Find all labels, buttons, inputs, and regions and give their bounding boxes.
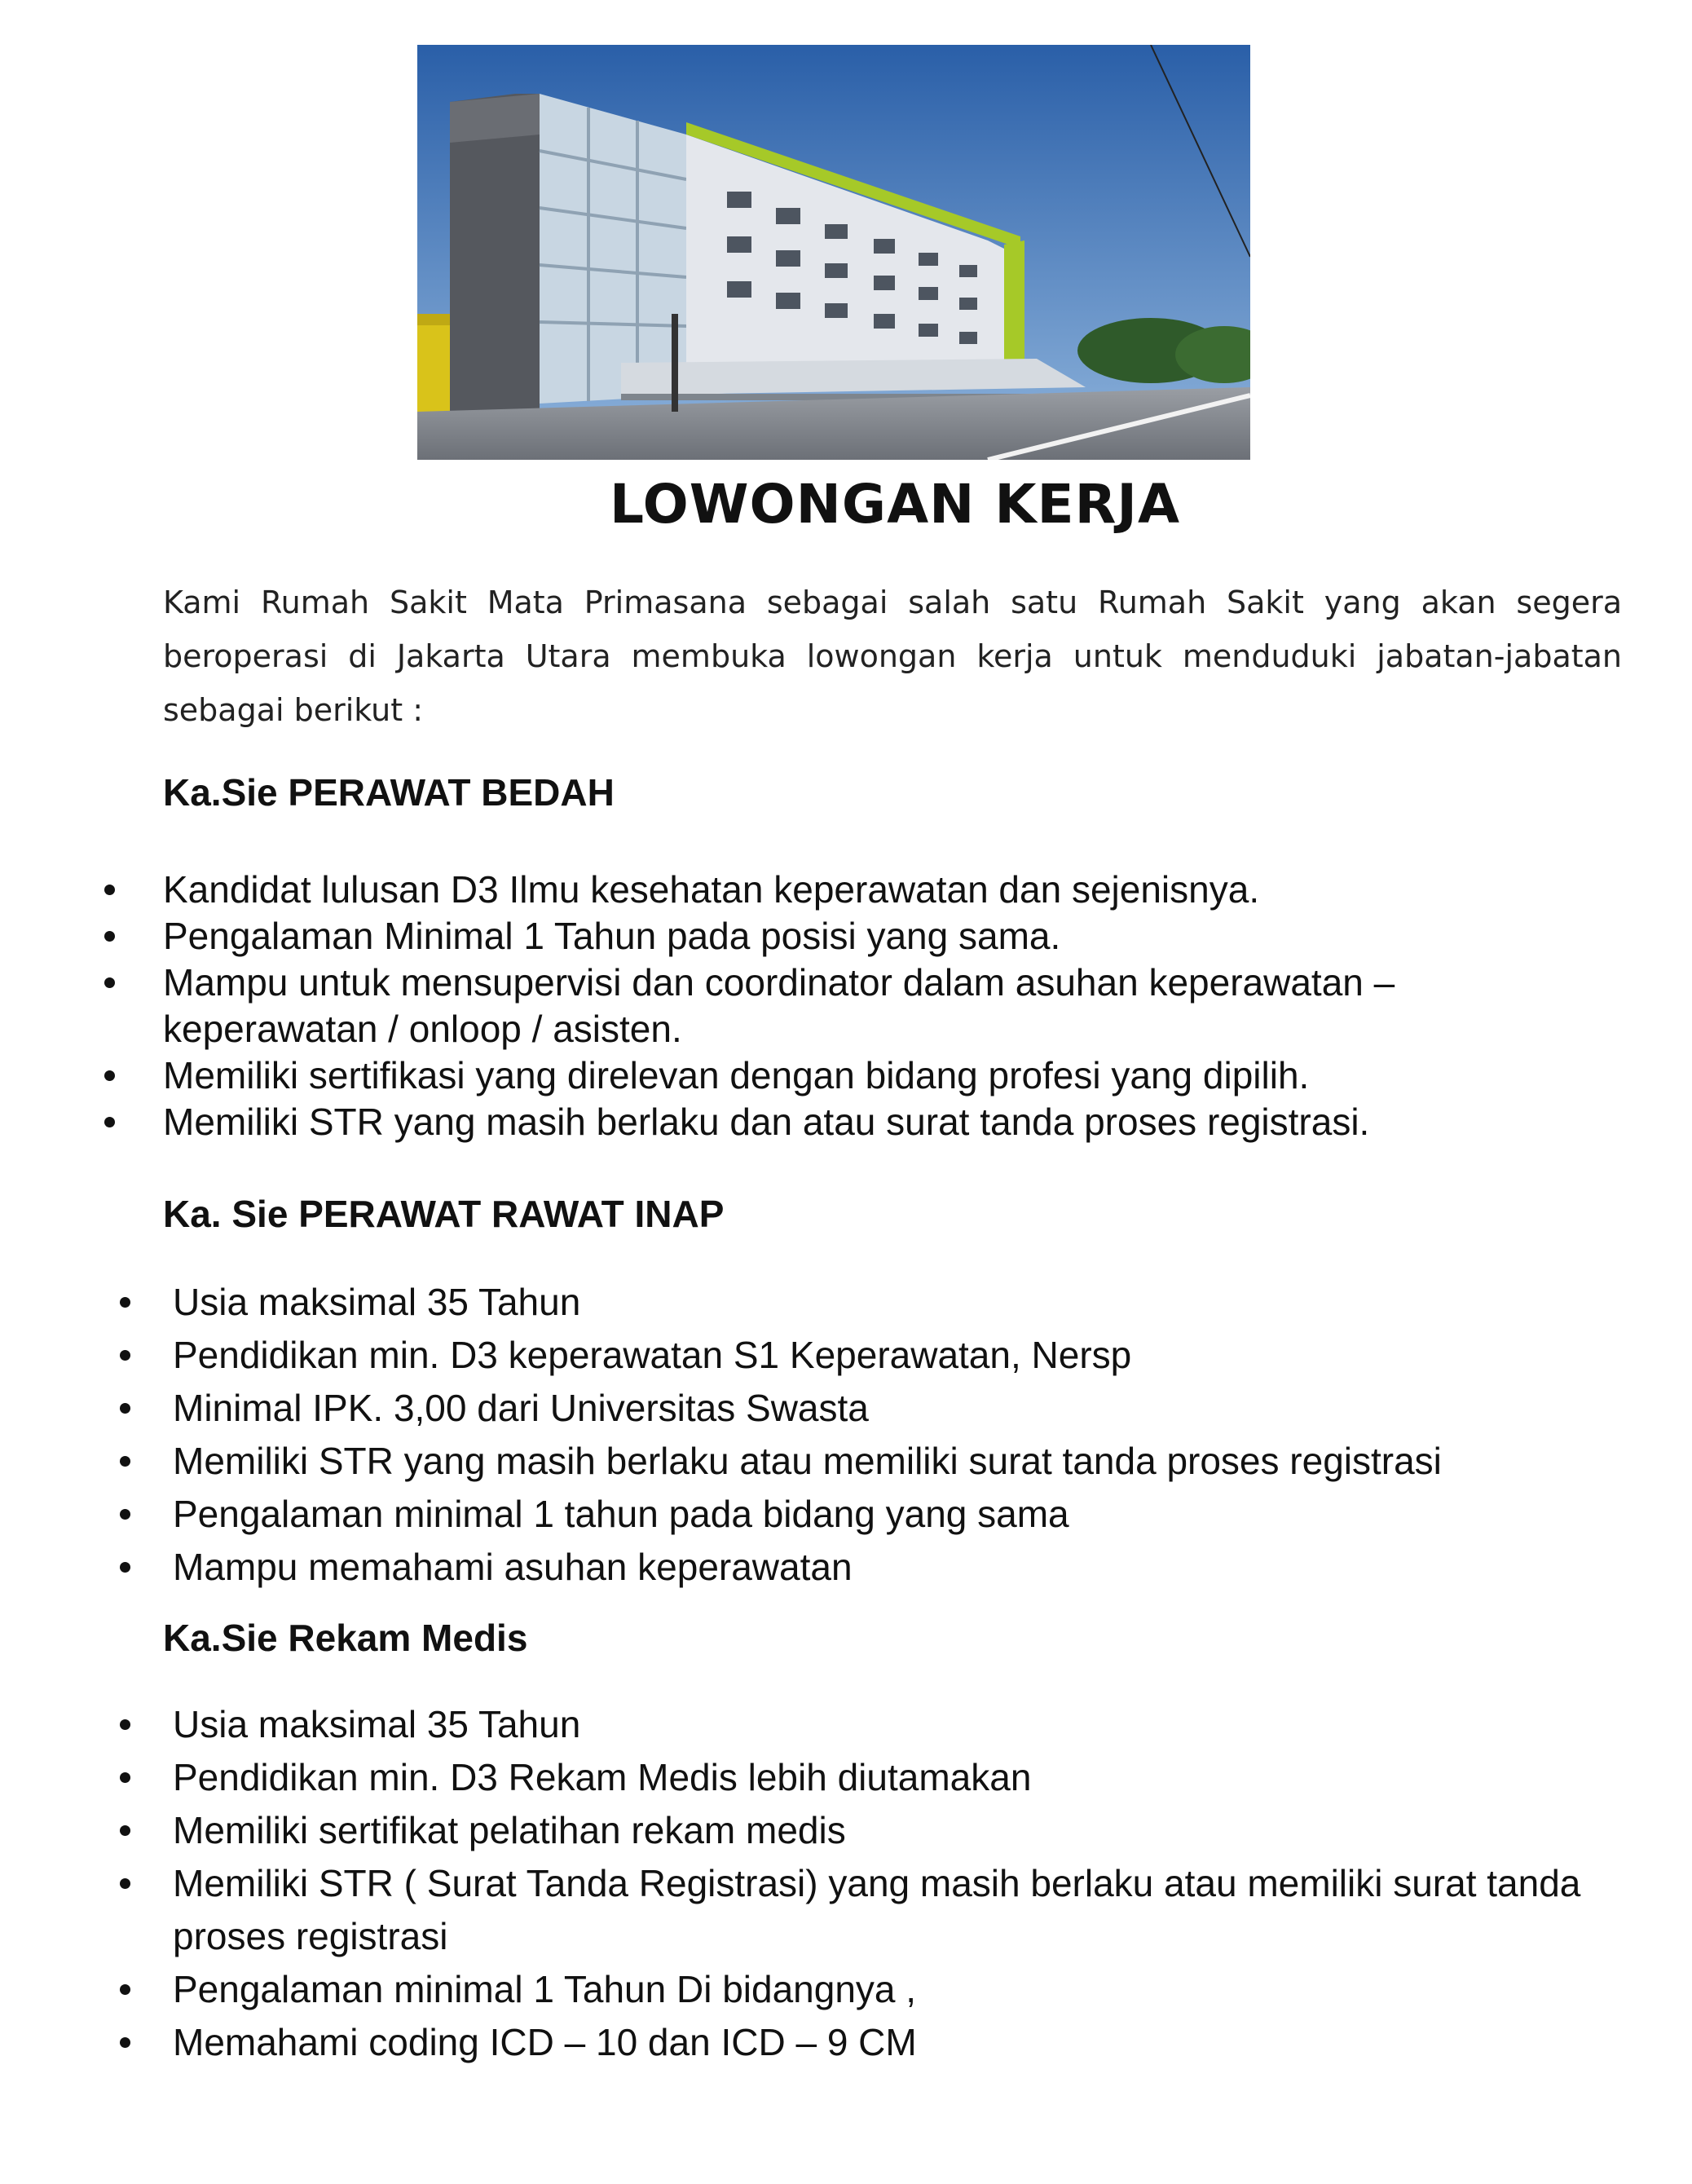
hospital-building-photo bbox=[417, 45, 1250, 460]
list-item: Pendidikan min. D3 keperawatan S1 Keperawatan, Nersp bbox=[173, 1329, 1624, 1382]
list-item: Memiliki STR ( Surat Tanda Registrasi) yang masih berlaku atau memiliki surat tanda proses registrasi bbox=[173, 1857, 1624, 1963]
list-item: Memahami coding ICD – 10 dan ICD – 9 CM bbox=[173, 2016, 1624, 2069]
list-item: Pengalaman minimal 1 Tahun Di bidangnya , bbox=[173, 1963, 1624, 2016]
list-item: Memiliki sertifikasi yang direlevan dengan bidang profesi yang dipilih. bbox=[163, 1052, 1549, 1099]
requirements-list-perawat-bedah bbox=[163, 867, 1549, 1145]
list-item: Minimal IPK. 3,00 dari Universitas Swasta bbox=[173, 1382, 1624, 1435]
section-heading-rekam-medis: Ka.Sie Rekam Medis bbox=[163, 1617, 528, 1659]
list-item: Usia maksimal 35 Tahun bbox=[173, 1276, 1624, 1329]
page-title: LOWONGAN KERJA bbox=[609, 473, 1181, 536]
section-heading-perawat-rawat-inap: Ka. Sie PERAWAT RAWAT INAP bbox=[163, 1193, 725, 1235]
list-item: Memiliki STR yang masih berlaku atau memiliki surat tanda proses registrasi bbox=[173, 1435, 1624, 1488]
requirements-list-perawat-rawat-inap bbox=[173, 1276, 1624, 1594]
intro-paragraph: Kami Rumah Sakit Mata Primasana sebagai salah satu Rumah Sakit yang akan segera beroperasi di Jakarta Utara membuka lowongan kerja untuk menduduki jabatan-jabatan sebagai berikut : bbox=[163, 585, 1622, 728]
requirements-list-rekam-medis bbox=[173, 1698, 1624, 2069]
list-item: Kandidat lulusan D3 Ilmu kesehatan keperawatan dan sejenisnya. bbox=[163, 867, 1549, 913]
list-item: Usia maksimal 35 Tahun bbox=[173, 1698, 1624, 1751]
section-heading-perawat-bedah: Ka.Sie PERAWAT BEDAH bbox=[163, 771, 615, 814]
list-item: Mampu memahami asuhan keperawatan bbox=[173, 1541, 1624, 1594]
list-item: Pengalaman minimal 1 tahun pada bidang yang sama bbox=[173, 1488, 1624, 1541]
list-item: Mampu untuk mensupervisi dan coordinator dalam asuhan keperawatan – keperawatan / onloop / asisten. bbox=[163, 960, 1549, 1052]
list-item: Memiliki sertifikat pelatihan rekam medis bbox=[173, 1804, 1624, 1857]
list-item: Memiliki STR yang masih berlaku dan atau surat tanda proses registrasi. bbox=[163, 1099, 1549, 1145]
list-item: Pengalaman Minimal 1 Tahun pada posisi yang sama. bbox=[163, 913, 1549, 960]
list-item: Pendidikan min. D3 Rekam Medis lebih diutamakan bbox=[173, 1751, 1624, 1804]
